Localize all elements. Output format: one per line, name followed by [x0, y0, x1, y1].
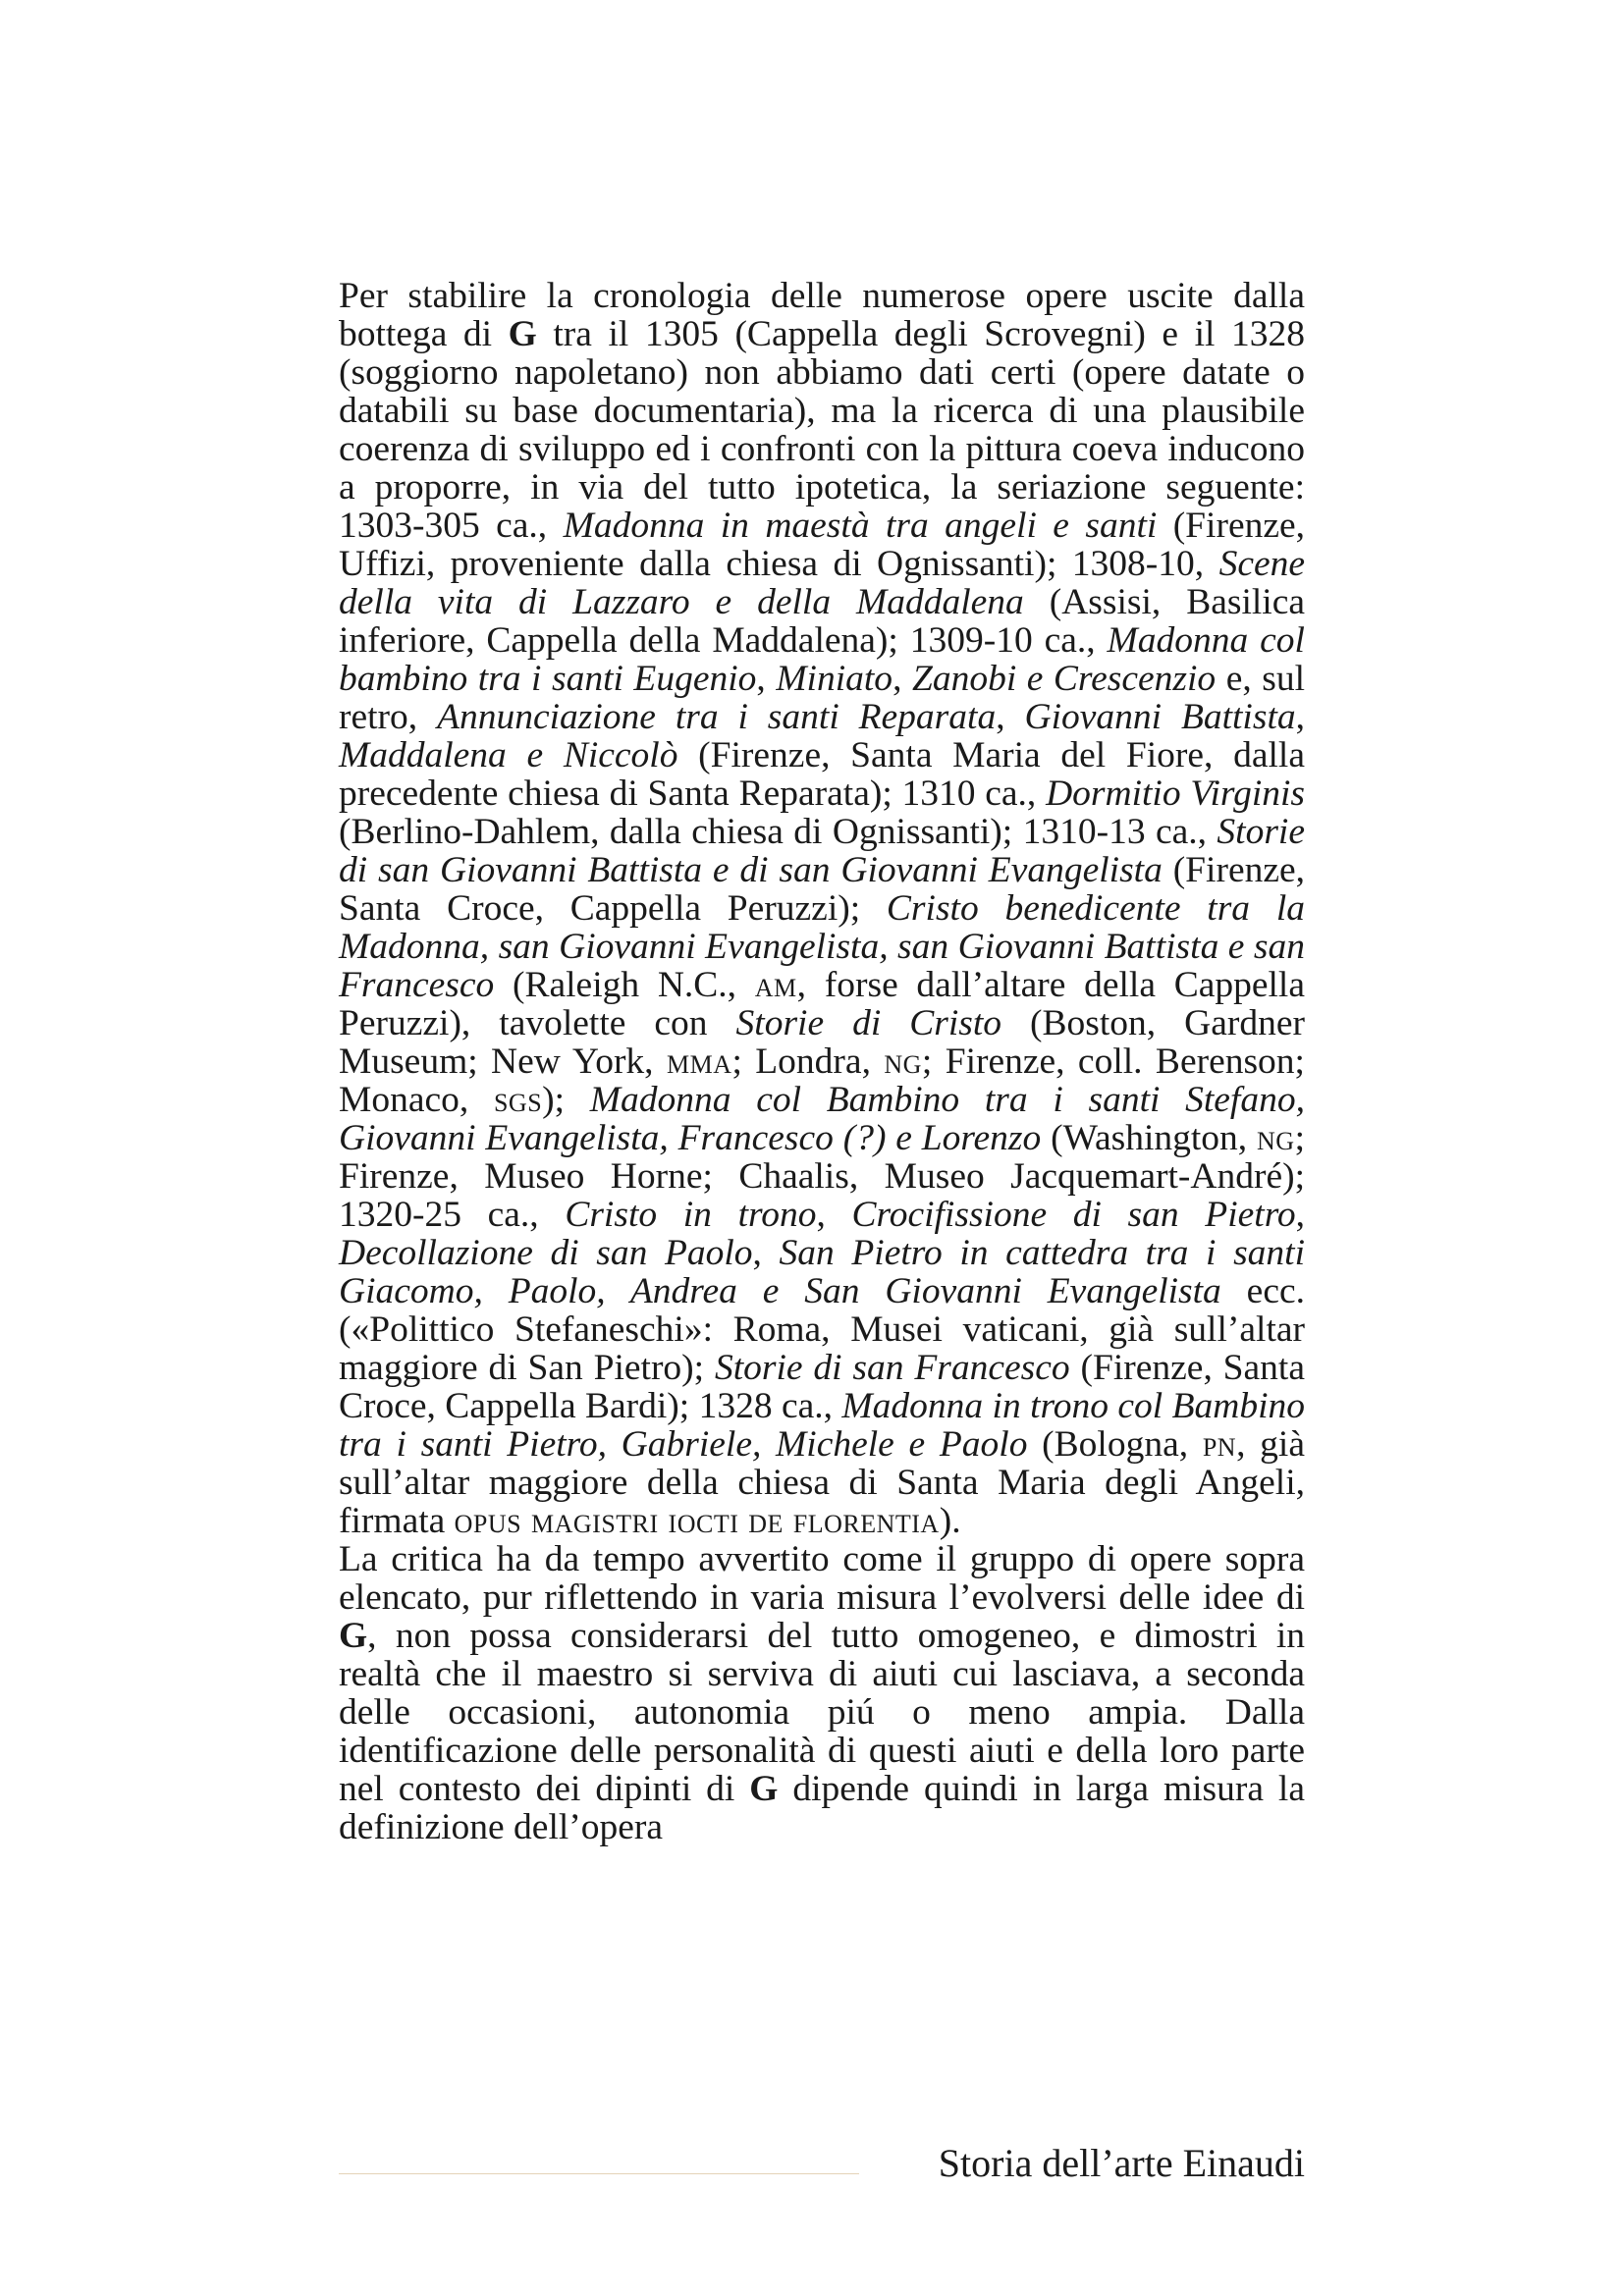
italic-title: Madonna in maestà tra angeli e santi [563, 506, 1158, 546]
italic-title: Storie di Cristo [735, 1003, 1002, 1043]
page-footer [339, 2140, 1305, 2191]
text-run: (Bologna, [1027, 1424, 1203, 1465]
text-run: , forse dall’altare della Cappella Peruzzi), tavolette con [339, 965, 1305, 1043]
text-run: La critica ha da tempo avvertito come il gruppo di opere sopra elencato, pur riflettendo in varia misura l’evolversi delle idee di [339, 1539, 1305, 1618]
text-run: ); [542, 1080, 590, 1120]
italic-title: San Pietro in cattedra tra i santi Giacomo, Paolo, Andrea e San Giovanni Evangelista [339, 1233, 1306, 1311]
bold-initial: G [749, 1769, 779, 1809]
text-run: (Firenze, Santa Croce, Cappella Peruzzi); [339, 850, 1306, 929]
body-text [339, 277, 1305, 1846]
italic-title: Giovanni Battista [1024, 697, 1296, 737]
bold-initial: G [339, 1616, 368, 1656]
text-run: ecc. («Polittico Stefaneschi»: Roma, Musei vaticani, già sull’altar maggiore di San Pietro); [339, 1271, 1305, 1388]
text-run: (Assisi, Basilica inferiore, Cappella della Maddalena); 1309-10 ca., [339, 582, 1306, 661]
text-run: ). [939, 1501, 961, 1541]
text-run: , già sull’altar maggiore della chiesa di Santa Maria degli Angeli, firmata [339, 1424, 1305, 1541]
text-run: (Washington, [1041, 1118, 1257, 1158]
italic-title: Crocifissione di san Pietro [851, 1195, 1296, 1235]
italic-title: Miniato [776, 659, 893, 699]
text-run: dipende quindi in larga misura la definizione dell’opera [339, 1769, 1305, 1847]
text-run: ; Londra, [731, 1041, 885, 1082]
text-run: , non possa considerarsi del tutto omogeneo, e dimostri in realtà che il maestro si serviva di aiuti cui lasciava, a seconda delle occasioni, autonomia piú o meno ampia. Dalla identificazione delle personalità di questi aiuti e della loro parte nel contesto dei dipinti di [339, 1616, 1305, 1809]
text-run: Per stabilire la cronologia delle numerose opere uscite dalla bottega di [339, 276, 1305, 354]
text-run: , [893, 659, 912, 699]
text-run: (Berlino-Dahlem, dalla chiesa di Ognissanti); 1310-13 ca., [339, 812, 1217, 852]
italic-title: Scene della vita di Lazzaro e della Maddalena [339, 544, 1305, 622]
footer-rule [339, 2173, 859, 2174]
text-run: (Firenze, Uffizi, proveniente dalla chiesa di Ognissanti); 1308-10, [339, 506, 1305, 584]
text-run: , [756, 659, 777, 699]
small-caps-abbreviation: ng [1257, 1118, 1295, 1158]
text-run: (Boston, Gardner Museum; New York, [339, 1003, 1306, 1082]
italic-title: Madonna col Bambino tra i santi Stefano, Giovanni Evangelista, Francesco (?) e Lorenzo [339, 1080, 1305, 1158]
italic-title: Madonna in trono col Bambino tra i santi Pietro, Gabriele, Michele e Paolo [339, 1386, 1305, 1465]
italic-title: Dormitio Virginis [1046, 774, 1306, 814]
small-caps-abbreviation: opus magistri iocti de florentia [454, 1501, 940, 1541]
italic-title: Decollazione di san Paolo [339, 1233, 753, 1273]
italic-title: Storie di san Francesco [714, 1348, 1070, 1388]
small-caps-abbreviation: sgs [493, 1080, 543, 1120]
small-caps-abbreviation: pn [1202, 1424, 1237, 1465]
footer-title: Storia dell’arte Einaudi [938, 2141, 1305, 2185]
bold-initial: G [508, 314, 537, 354]
italic-title: Madonna col bambino tra i santi Eugenio [339, 620, 1305, 699]
text-run: tra il 1305 (Cappella degli Scrovegni) e il 1328 (soggiorno napoletano) non abbiamo dati certi (opere datate o databili su base documentaria), ma la ricerca di una plausibile coerenza di sviluppo ed i confronti con la pittura coeva inducono a proporre, in via del tutto ipotetica, la seriazione seguente: 1303-305 ca., [339, 314, 1305, 546]
small-caps-abbreviation: ng [884, 1041, 922, 1082]
text-run: ; Firenze, Museo Horne; Chaalis, Museo Jacquemart-André); 1320-25 ca., [339, 1118, 1305, 1235]
italic-title: Annunciazione tra i santi Reparata [437, 697, 997, 737]
text-run: (Raleigh N.C., [494, 965, 755, 1005]
italic-title: Maddalena e Niccolò [339, 735, 678, 775]
italic-title: Cristo in trono [565, 1195, 817, 1235]
italic-title: Zanobi e Crescenzio [911, 659, 1217, 699]
text-run: (Firenze, Santa Maria del Fiore, dalla precedente chiesa di Santa Reparata); 1310 ca., [339, 735, 1305, 814]
text-run: , [1295, 1195, 1306, 1235]
italic-title: Storie di san Giovanni Battista e di san Giovanni Evangelista [339, 812, 1305, 890]
text-run: , [752, 1233, 780, 1273]
text-run: ; Firenze, coll. Berenson; Monaco, [339, 1041, 1305, 1120]
paragraph [339, 1540, 1305, 1846]
italic-title: Cristo benedicente tra la Madonna, san Giovanni Evangelista, san Giovanni Battista e san Francesco [339, 888, 1305, 1005]
small-caps-abbreviation: mma [666, 1041, 732, 1082]
text-run: , [816, 1195, 852, 1235]
small-caps-abbreviation: am [754, 965, 797, 1005]
text-run: (Firenze, Santa Croce, Cappella Bardi); 1328 ca., [339, 1348, 1305, 1426]
text-run: , [1295, 697, 1305, 737]
text-run: , [996, 697, 1025, 737]
text-run: e, sul retro, [339, 659, 1306, 737]
paragraph [339, 277, 1305, 1540]
